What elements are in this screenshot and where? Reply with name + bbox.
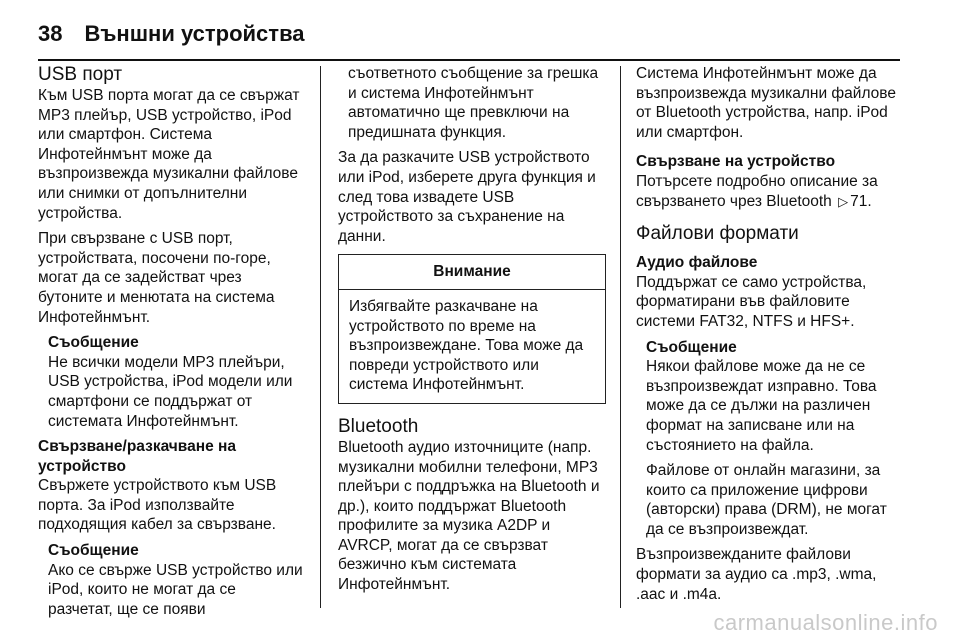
connect-text: Свържете устройството към USB порта. За iPod използвайте подходящия кабел за свързване.	[38, 477, 277, 534]
audio-files-text: Поддържат се само устройства, форматирани във файловите системи FAT32, NTFS и HFS+.	[636, 273, 867, 330]
note-text: Ако се свърже USB устройство или iPod, които не могат да се разчетат, ще се появи	[48, 561, 303, 618]
file-formats-heading: Файлови формати	[636, 223, 799, 245]
bluetooth-heading: Bluetooth	[338, 415, 419, 437]
note-text: Не всички модели MP3 плейъри, USB устройства, iPod модели или смартфони се поддържат от системата Инфотейнмънт.	[48, 353, 293, 430]
note-text-continued: съответното съобщение за грешка и система Инфотейнмънт автоматично ще превключи на предишната функция.	[348, 65, 599, 141]
column-1	[38, 64, 303, 625]
header-rule	[38, 59, 900, 61]
column-divider-2	[620, 66, 621, 608]
warning-title: Внимание	[339, 255, 605, 290]
note-text: Някои файлове може да не се възпроизвеждат изправно. Това може да се дължи на различен формат на записване или на състоянието на файла.	[646, 358, 877, 454]
device-connect-heading: Свързване на устройство	[636, 153, 836, 171]
page-number: 38	[38, 21, 63, 46]
note-text-drm: Файлове от онлайн магазини, за които са приложение цифрови (авторски) права (DRM), не могат да се възпроизвеждат.	[646, 462, 887, 538]
note-block-2	[48, 541, 303, 619]
note-block-3	[646, 338, 901, 540]
usb-intro: Към USB порта могат да се свържат MP3 плейър, USB устройство, iPod или смартфон. Система Инфотейнмънт може да възпроизвежда музикални файлове или снимки от допълнителни устройства.	[38, 87, 300, 222]
device-connect-text: Потърсете подробно описание за свързването чрез Bluetooth	[636, 172, 878, 210]
connect-disconnect-heading: Свързване/разкачване на устройство	[38, 438, 237, 475]
note-continuation	[348, 64, 606, 142]
watermark: carmanualsonline.info	[713, 610, 938, 635]
formats-text: Възпроизвежданите файлови формати за аудио са .mp3, .wma, .aac и .m4a.	[636, 546, 877, 603]
note-block-1	[48, 333, 303, 431]
bluetooth-playback-text: Система Инфотейнмънт може да възпроизвежда музикални файлове от Bluetooth устройства, напр. iPod или смартфон.	[636, 65, 896, 141]
usb-usage: При свързване с USB порт, устройствата, посочени по-горе, могат да се задействат чрез бутоните и менютата на система Инфотейнмънт.	[38, 230, 275, 326]
warning-text: Избягвайте разкачване на устройството по време на възпроизвеждане. Това може да повреди устройството или система Инфотейнмънт.	[349, 297, 584, 394]
column-divider-1	[320, 66, 321, 608]
audio-files-heading: Аудио файлове	[636, 254, 758, 272]
usb-port-heading: USB порт	[38, 64, 123, 85]
column-3	[636, 64, 901, 610]
note-title: Съобщение	[48, 542, 139, 560]
note-title: Съобщение	[646, 338, 737, 356]
note-title: Съобщение	[48, 334, 139, 352]
chapter-title: Външни устройства	[84, 21, 305, 46]
bluetooth-text: Bluetooth аудио източниците (напр. музикални мобилни телефони, MP3 плейъри с поддръжка на Bluetooth и др.), които поддържат Bluetooth профилите за музика A2DP и AVRCP, могат да се свързват безжично към системата Инфотейнмънт.	[338, 438, 600, 594]
disconnect-text: За да разкачите USB устройството или iPod, изберете друга функция и след това извадете USB устройството за съхранение на данни.	[338, 149, 596, 245]
page-reference-icon: ▷	[838, 193, 849, 209]
page-header	[38, 14, 305, 54]
warning-box	[338, 254, 606, 404]
page-reference[interactable]: 71.	[850, 192, 872, 210]
column-2	[338, 64, 606, 601]
